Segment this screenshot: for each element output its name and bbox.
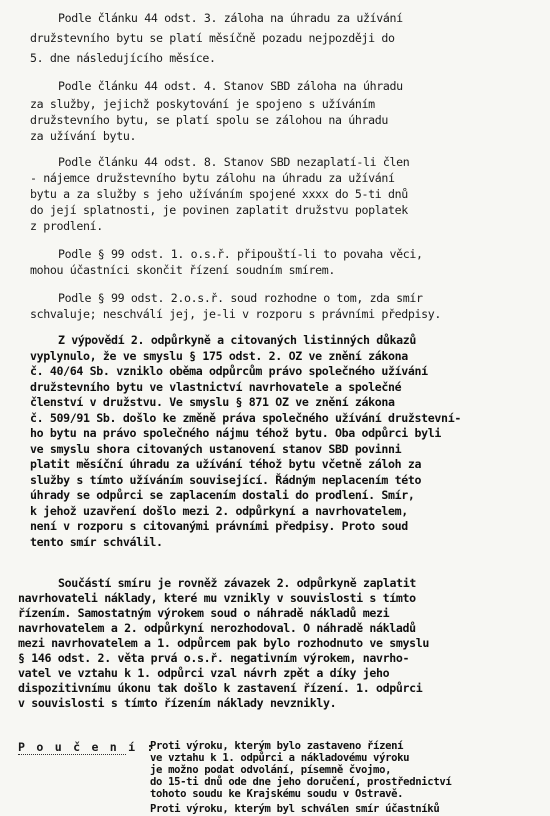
text-line: družstevního bytu ve vlastnictví navrhovatele a společné [30, 379, 402, 394]
text-line: služby s tímto užíváním související. Řádným neplacením této [30, 472, 422, 487]
text-line: č. 40/64 Sb. vzniklo oběma odpůrcům právo společného užívání [30, 364, 428, 378]
text-line: Podle článku 44 odst. 4. Stanov SBD záloha na úhradu [58, 79, 403, 93]
text-line: není v rozporu s citovanými právními předpisy. Proto soud [30, 519, 408, 533]
text-line: v souvislosti s tímto řízením náklady nevznikly. [18, 696, 337, 710]
text-line: vatel ve vztahu k 1. odpůrci vzal návrh zpět a díky jeho [18, 666, 390, 680]
text-line: členství v družstvu. Ve smyslu § 871 OZ ve znění zákona [30, 395, 395, 409]
text-line: k jehož uzavření došlo mezi 2. odpůrkyní a navrhovatelem, [30, 503, 408, 518]
text-line: tento smír schválil. [30, 534, 163, 549]
text-line: do 15-ti dnů ode dne jeho doručení, prostřednictví [150, 776, 452, 788]
text-line: Z výpovědí 2. odpůrkyně a citovaných listinných důkazů [58, 333, 417, 347]
text-line: družstevního bytu, se platí spolu se zálohou na úhradu [30, 113, 389, 127]
text-line: družstevního bytu se platí měsíčně pozadu nejpozději do [30, 31, 395, 45]
text-line: Proti výroku, kterým byl schválen smír účastníků [150, 803, 440, 815]
text-line: navrhovateli náklady, které mu vznikly v souvislosti s tímto [18, 591, 416, 605]
text-line: tohoto soudu ke Krajskému soudu v Ostravě. [150, 788, 404, 800]
instruction-label-underline [18, 754, 126, 755]
text-line: Součástí smíru je rovněž závazek 2. odpůrkyně zaplatit [58, 576, 417, 590]
text-line: z prodlení. [30, 219, 103, 233]
text-line: Podle § 99 odst. 1. o.s.ř. připouští-li to povaha věci, [58, 247, 423, 261]
text-line: - nájemce družstevního bytu zálohu na úhradu za užívání [30, 171, 395, 185]
instruction-label: P o u č e n í : [18, 740, 156, 754]
text-line: Podle článku 44 odst. 8. Stanov SBD nezaplatí-li člen [58, 155, 410, 169]
text-line: úhrady se odpůrci se zaplacením dostali do prodlení. Smír, [30, 488, 415, 502]
text-line: Podle článku 44 odst. 3. záloha na úhradu za užívání [58, 11, 403, 25]
text-line: do její splatnosti, je povinen zaplatit družstvu poplatek [30, 203, 408, 217]
text-line: Proti výroku, kterým bylo zastaveno řízení [150, 740, 404, 752]
text-line: § 146 odst. 2. věta prvá o.s.ř. negativním výrokem, navrho- [18, 651, 410, 665]
text-line: bytu a za služby s jeho užíváním spojené xxxx do 5-ti dnů [30, 187, 408, 201]
text-line: ve vztahu k 1. odpůrci a nákladovému výroku [150, 752, 410, 764]
text-line: za užívání bytu. [30, 129, 137, 143]
text-line: ve smyslu shora citovaných ustanovení stanov SBD povinni [30, 441, 402, 456]
text-line: 5. dne následujícího měsíce. [30, 51, 216, 65]
text-line: mezi navrhovatelem a 1. odpůrcem pak bylo rozhodnuto ve smyslu [18, 636, 430, 650]
text-line: schvaluje; neschválí jej, je-li v rozporu s právními předpisy. [30, 307, 442, 321]
text-line: je možno podat odvolání, písemně čvojmo, [150, 764, 392, 776]
text-line: dispozitivnímu úkonu tak došlo k zastavení řízení. 1. odpůrci [18, 681, 423, 695]
text-line: ho bytu na právo společného nájmu téhož bytu. Oba odpůrci byli [30, 426, 442, 440]
text-line: Podle § 99 odst. 2.o.s.ř. soud rozhodne o tom, zda smír [58, 291, 423, 305]
text-line: za služby, jejichž poskytování je spojeno s užíváním [30, 97, 375, 111]
text-line: navrhovatelem a 2. odpůrkyní nerozhodoval. O náhradě nákladů [18, 621, 416, 635]
text-line: mohou účastníci skončit řízení soudním smírem. [30, 263, 335, 277]
text-line: řízením. Samostatným výrokem soud o náhradě nákladů mezi [18, 606, 390, 620]
text-line: platit měsíční úhradu za užívání téhož bytu včetně záloh za [30, 457, 422, 471]
text-line: vyplynulo, že ve smyslu § 175 odst. 2. OZ ve znění zákona [30, 348, 408, 363]
text-line: č. 509/91 Sb. došlo ke změně práva společného užívání družstevní- [30, 410, 461, 425]
